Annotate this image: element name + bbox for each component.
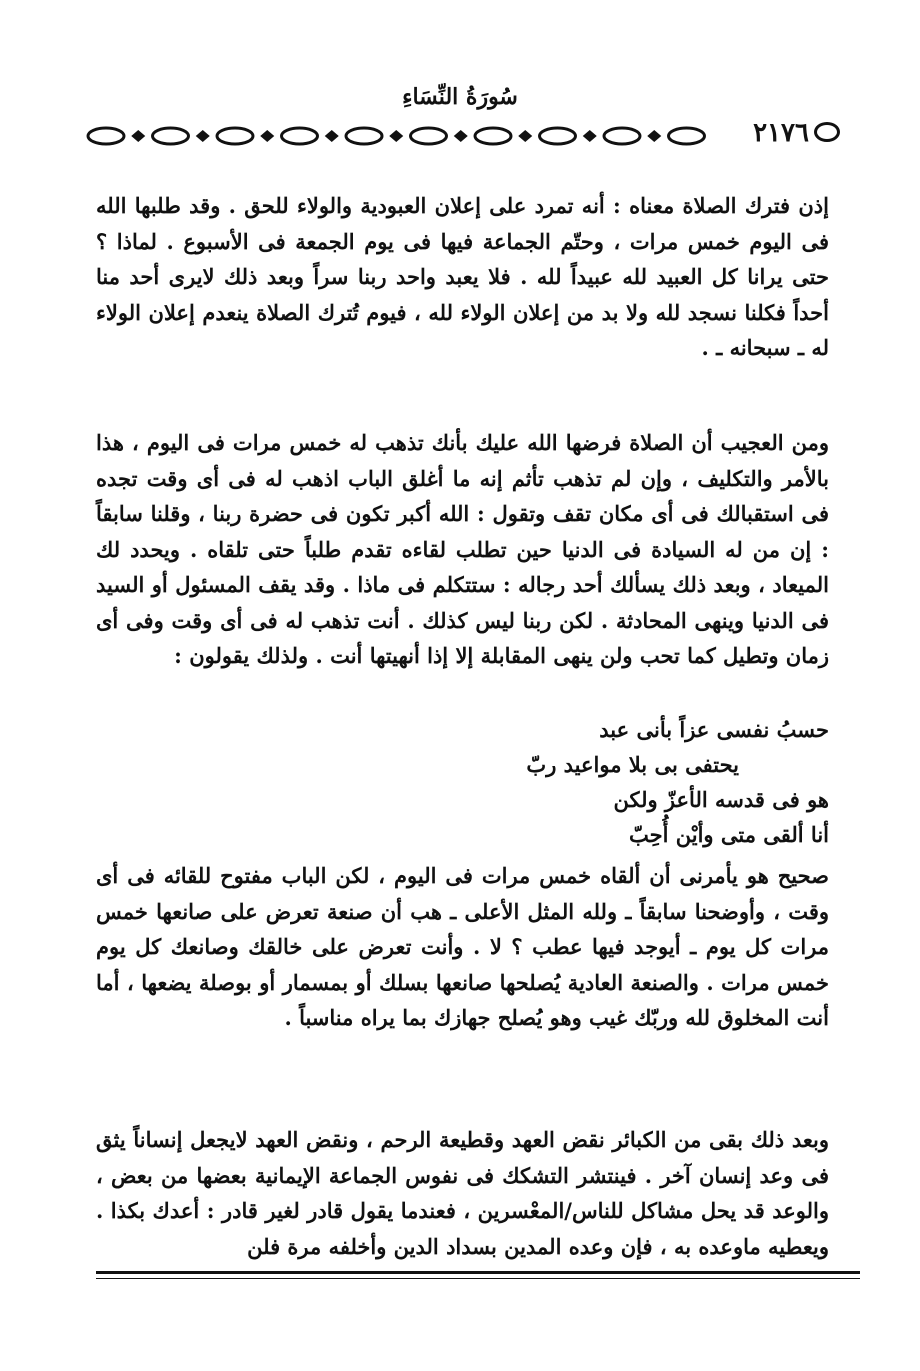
poem-line: هو فى قدسه الأعزّ ولكن: [613, 787, 829, 812]
poem-line: حسبُ نفسى عزاً بأنى عبد: [599, 717, 829, 742]
chain-oval: [669, 128, 705, 144]
chain-diamond: [325, 130, 339, 142]
chain-oval: [88, 128, 124, 144]
poem-verses: [96, 712, 829, 852]
chain-oval: [475, 128, 511, 144]
paragraph-1: [96, 188, 829, 366]
chain-diamond: [196, 130, 210, 142]
chain-oval: [604, 128, 640, 144]
chain-oval: [346, 128, 382, 144]
paragraph-4: [96, 1122, 829, 1264]
chain-diamond: [454, 130, 468, 142]
poem-line: يحتفى بى بلا مواعيد ربّ: [526, 752, 739, 777]
paragraph-text: إذن فترك الصلاة معناه : أنه تمرد على إعلان العبودية والولاء للحق . وقد طلبها الله فى اليوم خمس مرات ، وحتّم الجماعة فيها فى يوم الجمعة فى الأسبوع . لماذا ؟ حتى يرانا كل العبيد لله عبيداً لله . فلا يعبد واحد ربنا سراً وبعد ذلك لايرى أحد منا أحداً فكلنا نسجد لله ولا بد من إعلان الولاء لله ، فيوم تُترك الصلاة ينعدم إعلان الولاء له ـ سبحانه ـ .: [96, 193, 829, 360]
surah-title: سُورَةُ النِّسَاءِ: [402, 84, 518, 110]
chain-diamond: [131, 130, 145, 142]
paragraph-2: [96, 425, 829, 674]
chain-oval: [540, 128, 576, 144]
chain-oval: [217, 128, 253, 144]
chain-oval: [282, 128, 318, 144]
chain-diamond: [647, 130, 661, 142]
ornamental-chain-divider: [86, 122, 736, 150]
footer-rule: [96, 1271, 860, 1274]
paragraph-text: وبعد ذلك بقى من الكبائر نقض العهد وقطيعة الرحم ، ونقض العهد لايجعل إنساناً يثق فى وعد إنسان آخر . فينتشر التشكك فى نفوس الجماعة الإيمانية بعضها من بعض ، والوعد قد يحل مشاكل للناس/المعْسرين ، فعندما يقول قادر لغير قادر : أعدك بكذا . ويعطيه ماوعده به ، فإن وعده المدين بسداد الدين وأخلفه مرة فلن: [96, 1127, 829, 1259]
chain-oval: [411, 128, 447, 144]
chain-diamond: [583, 130, 597, 142]
chain-oval: [153, 128, 189, 144]
page-number: ٢١٧٦: [753, 118, 809, 148]
chain-diamond: [518, 130, 532, 142]
chain-diamond: [260, 130, 274, 142]
paragraph-3: [96, 858, 829, 1036]
paragraph-text: صحيح هو يأمرنى أن ألقاه خمس مرات فى اليوم ، لكن الباب مفتوح للقائه فى أى وقت ، وأوضحنا سابقاً ـ ولله المثل الأعلى ـ هب أن صنعة تعرض على صانعها خمس مرات كل يوم ـ أيوجد فيها عطب ؟ لا . وأنت تعرض على خالقك وصانعك كل يوم خمس مرات . والصنعة العادية يُصلحها صانعها بسلك أو بمسمار أو بوصلة يضعها ، أما أنت المخلوق لله وربّك غيب وهو يُصلح جهازك بما يراه مناسباً .: [96, 863, 829, 1030]
paragraph-text: ومن العجيب أن الصلاة فرضها الله عليك بأنك تذهب له خمس مرات فى اليوم ، هذا بالأمر والتكليف ، وإن لم تذهب تأثم إنه ما أغلق الباب اذهب له فى أى وقت تجده فى استقبالك فى أى مكان تقف وتقول : الله أكبر تكون فى حضرة ربنا ، وقلنا سابقاً : إن من له السيادة فى الدنيا حين تطلب لقاءه تقدم طلباً حتى تلقاه . ويحدد لك الميعاد ، وبعد ذلك يسألك أحد رجاله : ستتكلم فى ماذا . وقد يقف المسئول أو السيد فى الدنيا وينهى المحادثة . لكن ربنا ليس كذلك . أنت تذهب له فى أى وقت وفى أى زمان وتطيل كما تحب ولن ينهى المقابلة إلا إذا أنهيتها أنت . ولذلك يقولون :: [96, 430, 829, 668]
poem-line: أنا ألقى متى وأيْن أُحِبّ: [628, 822, 829, 847]
ornament-end-oval: [814, 122, 840, 142]
footer-rule-thin: [96, 1278, 860, 1279]
chain-diamond: [389, 130, 403, 142]
